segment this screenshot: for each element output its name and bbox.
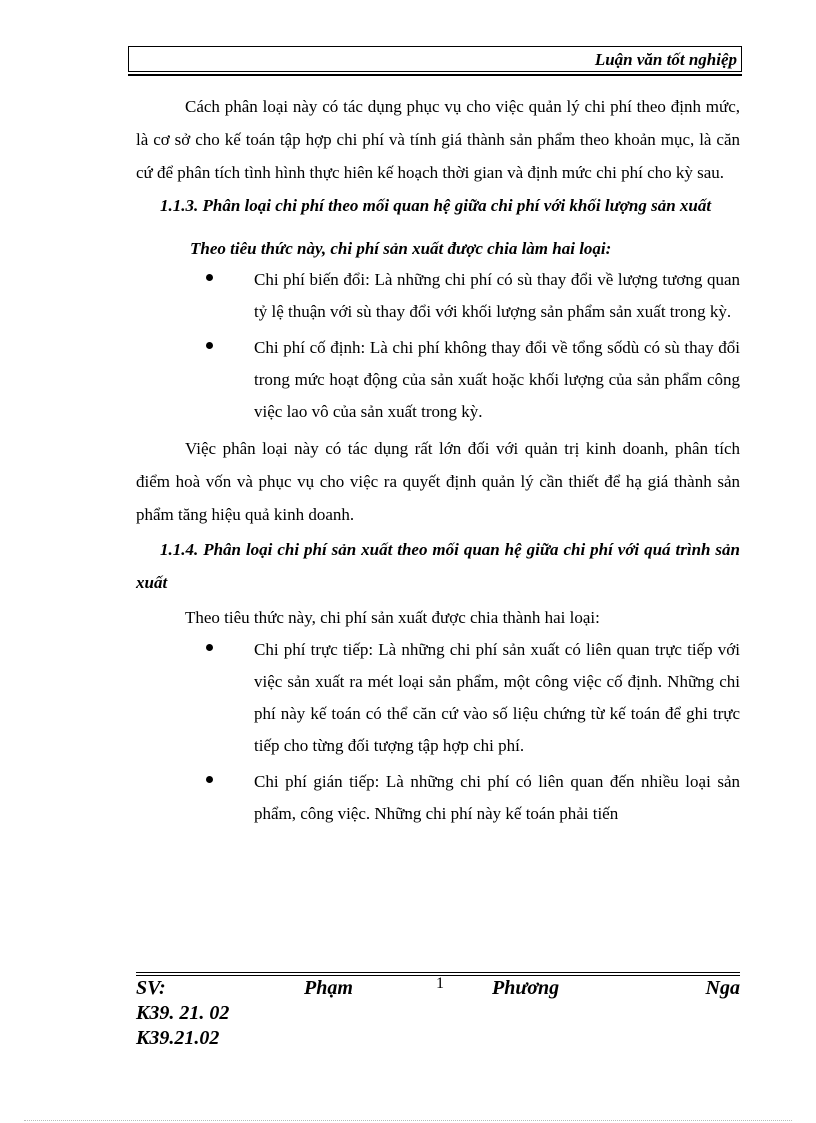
list-item	[136, 332, 740, 428]
list-item-text: Chi phí biến đổi: Là những chi phí có sù thay đổi về lượng tương quan tỷ lệ thuận với sù thay đổi với khối lượng sản phẩm sản xuất trong kỳ.	[254, 270, 740, 321]
bullet-list	[136, 634, 740, 830]
bullet-icon	[206, 776, 213, 783]
list-item	[136, 264, 740, 328]
footer-row	[136, 973, 740, 999]
footer-sv-label: SV:	[136, 977, 166, 999]
page-bottom-divider	[24, 1120, 792, 1121]
paragraph: Cách phân loại này có tác dụng phục vụ cho việc quản lý chi phí theo định mức, là cơ sở cho kế toán tập hợp chi phí và tính giá thành sản phẩm theo khoản mục, là căn cứ để phân tích tình hình thực hiên kế hoạch thời gian và định mức chi phí cho kỳ sau.	[136, 97, 740, 182]
list-item-text: Chi phí gián tiếp: Là những chi phí có liên quan đến nhiều loại sản phẩm, công việc. Những chi phí này kế toán phải tiến	[254, 772, 740, 823]
section-intro: Theo tiêu thức này, chi phí sản xuất được chia làm hai loại:	[190, 239, 612, 258]
list-item-text: Chi phí cố định: Là chi phí không thay đổi về tổng sốdù có sù thay đổi trong mức hoạt động của sản xuất hoặc khối lượng của sản phẩm công việc lao vô của sản xuất trong kỳ.	[254, 338, 740, 421]
list-item	[136, 634, 740, 762]
list-item-text: Chi phí trực tiếp: Là những chi phí sản xuất có liên quan trực tiếp với việc sản xuất ra mét loại sản phẩm, một công việc cố định. Những chi phí này kế toán có thể căn cứ vào số liệu chứng từ kế toán để ghi trực tiếp cho từng đối tượng tập hợp chi phí.	[254, 640, 740, 755]
footer-last-name: Nga	[705, 977, 740, 999]
footer-middle-name: Phương	[492, 977, 560, 999]
bullet-icon	[206, 644, 213, 651]
page-body	[136, 90, 740, 834]
page-footer	[136, 972, 740, 1051]
section-intro: Theo tiêu thức này, chi phí sản xuất được chia thành hai loại:	[185, 608, 600, 627]
list-item	[136, 766, 740, 830]
footer-class-code: K39.21.02	[136, 1027, 220, 1049]
header-title: Luận văn tốt nghiệp	[594, 50, 737, 69]
page-header	[128, 46, 742, 72]
footer-class-code: K39. 21. 02	[136, 1002, 230, 1024]
bullet-icon	[206, 342, 213, 349]
page-number: 1	[436, 975, 444, 992]
section-heading: 1.1.4. Phân loại chi phí sản xuất theo mối quan hệ giữa chi phí với quá trình sản xuất	[136, 540, 740, 592]
bullet-icon	[206, 274, 213, 281]
footer-first-name: Phạm	[304, 977, 353, 999]
bullet-list	[136, 264, 740, 428]
paragraph: Việc phân loại này có tác dụng rất lớn đối với quản trị kinh doanh, phân tích điểm hoà vốn và phục vụ cho việc ra quyết định quản lý cần thiết để hạ giá thành sản phẩm tăng hiệu quả kinh doanh.	[136, 439, 740, 524]
section-heading: 1.1.3. Phân loại chi phí theo mối quan hệ giữa chi phí với khối lượng sản xuất	[160, 196, 712, 215]
